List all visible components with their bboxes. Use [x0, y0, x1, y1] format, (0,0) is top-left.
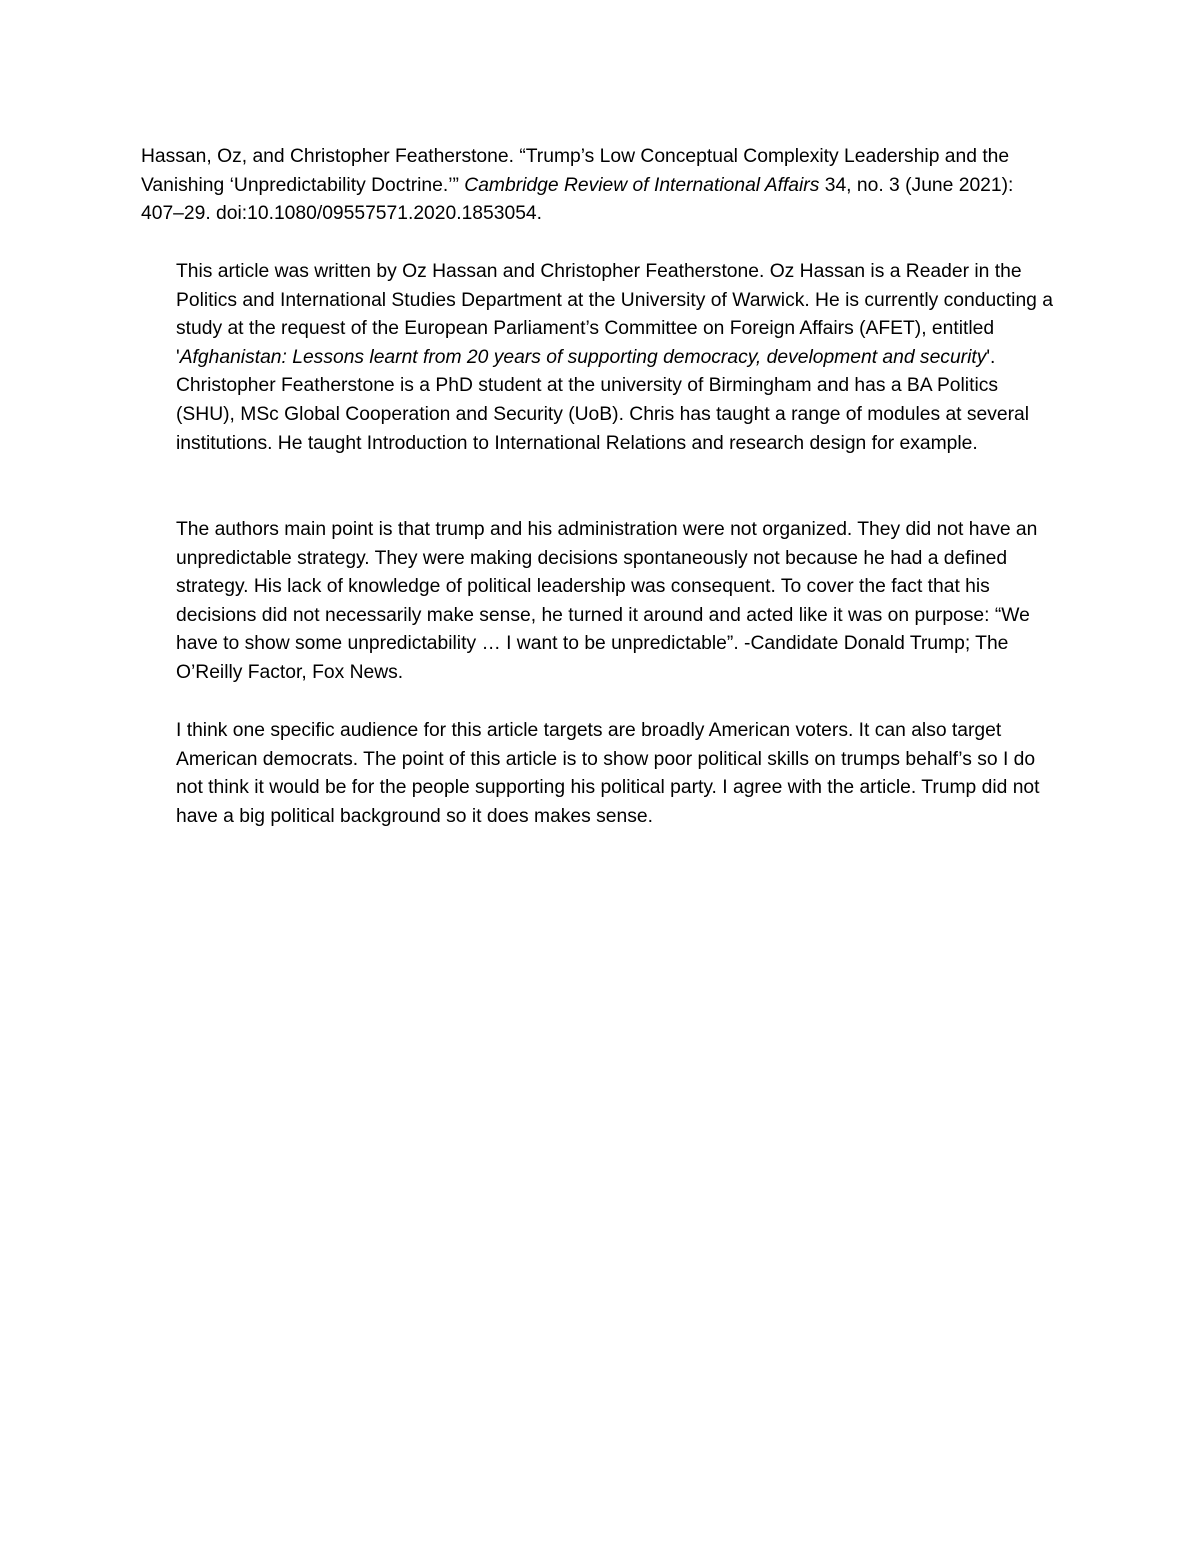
paragraph-main-point: The authors main point is that trump and his administration were not organized. They did not have an unpredictable strategy. They were making decisions spontaneously not because he had a defined strategy. His lack of knowledge of political leadership was consequent. To cover the fact that his decisions did not necessarily make sense, he turned it around and acted like it was on purpose: “We have to show some unpredictability … I want to be unpredictable”. -Candidate Donald Trump; The O’Reilly Factor, Fox News.: [176, 519, 1038, 683]
citation-journal: Cambridge Review of International Affairs: [464, 174, 820, 196]
paragraph-1-text-a: This article was written by Oz Hassan and Christopher Featherstone. Oz Hassan is a Reader in the Politics and International Studies Department at the University of Warwick. He is currently conducting a study at the request of the European Parliament’s Committee on Foreign Affairs (AFET), entitled ': [176, 261, 1053, 368]
paragraph-audience: I think one specific audience for this article targets are broadly American voters. It can also target American democrats. The point of this article is to show poor political skills on trumps behalf’s so I do not think it would be for the people supporting his political party. I agree with the article. Trump did not have a big political background so it does makes sense.: [176, 720, 1040, 827]
paragraph-authors-background: [176, 258, 1061, 458]
study-title-italic: Afghanistan: Lessons learnt from 20 years of supporting democracy, development and security: [179, 346, 987, 368]
citation-details: 34, no. 3 (June 2021): 407–29. doi:10.1080/09557571.2020.1853054.: [141, 174, 1014, 225]
bibliography-citation: [141, 143, 1061, 229]
citation-title: “Trump’s Low Conceptual Complexity Leadership and the Vanishing ‘Unpredictability Doctrine.’”: [141, 146, 1010, 196]
citation-authors: Hassan, Oz, and Christopher Featherstone.: [141, 146, 520, 167]
paragraph-1-text-b: '. Christopher Featherstone is a PhD student at the university of Birmingham and has a BA Politics (SHU), MSc Global Cooperation and Security (UoB). Chris has taught a range of modules at several institutions. He taught Introduction to International Relations and research design for example.: [176, 346, 1030, 454]
